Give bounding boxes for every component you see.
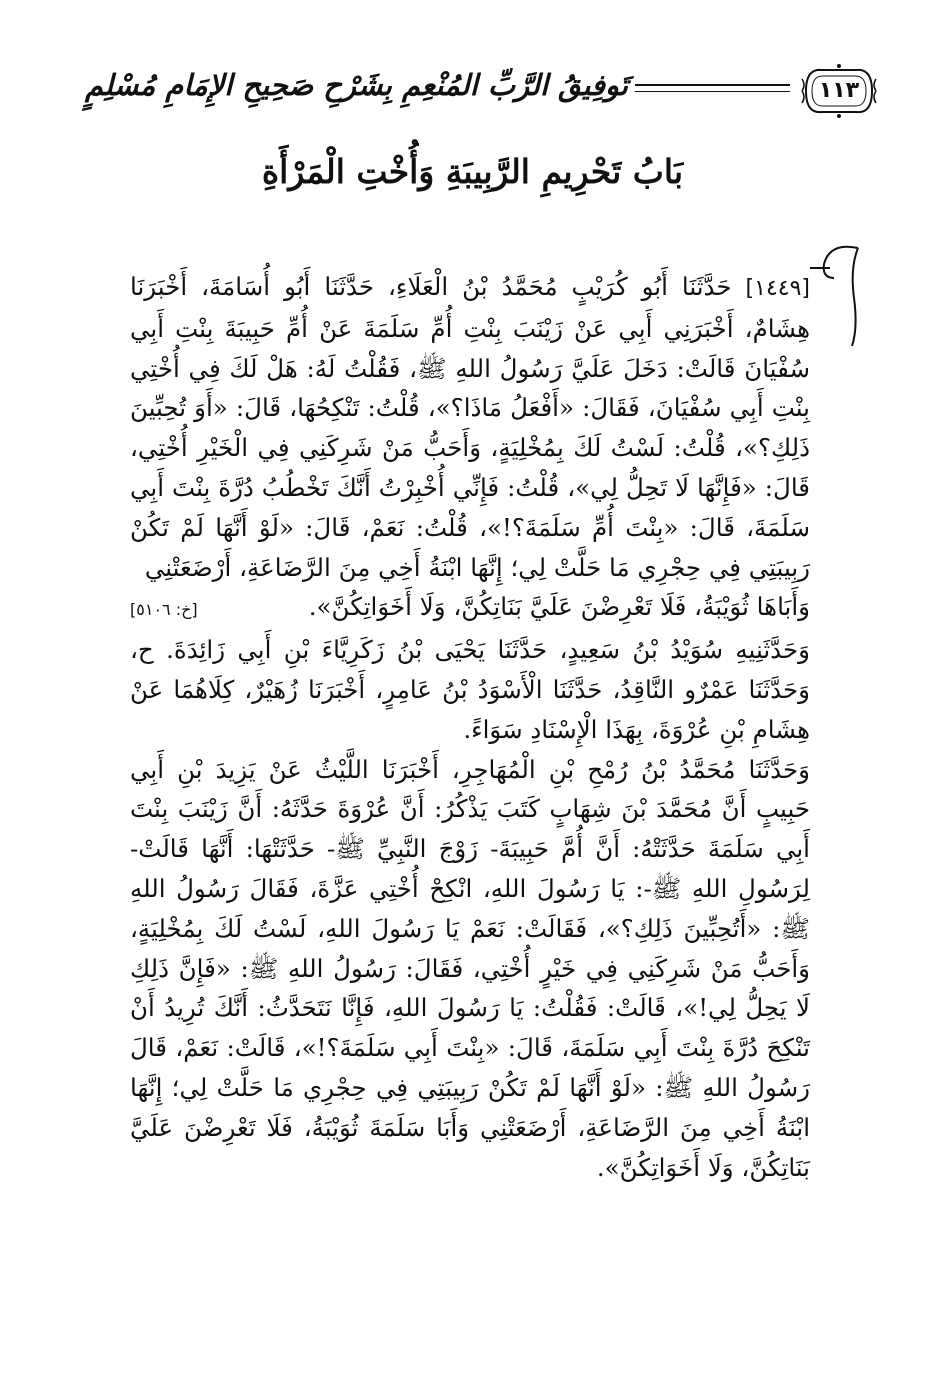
isnad-paragraph: وَحَدَّثَنِيهِ سُوَيْدُ بْنُ سَعِيدٍ، حَدَّثَنَا يَحْيَى بْنُ زَكَرِيَّاءَ بْنِ أَبِي زَائِدَةَ. ح، وَحَدَّثَنَا عَمْرٌو النَّاقِدُ، حَدَّثَنَا الْأَسْوَدُ بْنُ عَامِرٍ، أَخْبَرَنَا زُهَيْرٌ، كِلَاهُمَا عَنْ هِشَامِ بْنِ عُرْوَةَ، بِهَذَا الْإِسْنَادِ سَوَاءً. [130, 635, 810, 744]
corner-curl-icon [800, 238, 870, 348]
running-header [84, 60, 878, 132]
hadith-closing-line [130, 587, 810, 630]
chapter-heading: بَابُ تَحْرِيمِ الرَّبِيبَةِ وَأُخْتِ الْمَرْأَةِ [261, 152, 684, 191]
hadith-number: [١٤٤٩] [745, 276, 810, 301]
header-rule [635, 84, 790, 86]
hadith-closing-text: وَأَبَاهَا ثُوَيْبَةُ، فَلَا تَعْرِضْنَ عَلَيَّ بَنَاتِكُنَّ، وَلَا أَخَوَاتِكُنَّ». [308, 592, 810, 622]
book-title: تَوفِيقُ الرَّبِّ المُنْعِمِ بِشَرْحِ صَحِيحِ الإِمَامِ مُسْلِمٍ [84, 68, 628, 102]
page-number: ١١٣ [818, 78, 860, 103]
hadith-text: حَدَّثَنَا أَبُو كُرَيْبٍ مُحَمَّدُ بْنُ الْعَلَاءِ، حَدَّثَنَا أَبُو أُسَامَةَ، أَخْبَرَنَا هِشَامٌ، أَخْبَرَنِي أَبِي عَنْ زَيْنَبَ بِنْتِ أُمِّ سَلَمَةَ عَنْ أُمِّ حَبِيبَةَ بِنْتِ أَبِي سُفْيَانَ قَالَتْ: دَخَلَ عَلَيَّ رَسُولُ اللهِ ﷺ، فَقُلْتُ لَهُ: هَلْ لَكَ فِي أُخْتِي بِنْتِ أَبِي سُفْيَانَ، فَقَالَ: «أَفْعَلُ مَاذَا؟»، قُلْتُ: تَنْكِحُهَا، قَالَ: «أَوَ تُحِبِّينَ ذَلِكِ؟»، قُلْتُ: لَسْتُ لَكَ بِمُخْلِيَةٍ، وَأَحَبُّ مَنْ شَرِكَنِي فِي الْخَيْرِ أُخْتِي، قَالَ: «فَإِنَّهَا لَا تَحِلُّ لِي»، قُلْتُ: فَإِنِّي أُخْبِرْتُ أَنَّكَ تَخْطُبُ دُرَّةَ بِنْتَ أَبِي سَلَمَةَ، قَالَ: «بِنْتَ أُمِّ سَلَمَةَ؟!»، قُلْتُ: نَعَمْ، قَالَ: «لَوْ أَنَّهَا لَمْ تَكُنْ رَبِيبَتِي فِي حِجْرِي مَا حَلَّتْ لِي؛ إِنَّهَا ابْنَةُ أَخِي مِنَ الرَّضَاعَةِ، أَرْضَعَتْنِي [130, 272, 810, 582]
header-rule-thin [635, 91, 790, 92]
body-text [130, 267, 810, 1187]
hadith-paragraph [130, 267, 810, 587]
bukhari-cross-reference: [خ: ٥١٠٦] [130, 600, 198, 620]
second-narration-paragraph: وَحَدَّثَنَا مُحَمَّدُ بْنُ رُمْحِ بْنِ الْمُهَاجِرِ، أَخْبَرَنَا اللَّيْثُ عَنْ يَزِيدَ بْنِ أَبِي حَبِيبٍ أَنَّ مُحَمَّدَ بْنَ شِهَابٍ كَتَبَ يَذْكُرُ: أَنَّ عُرْوَةَ حَدَّثَهُ: أَنَّ زَيْنَبَ بِنْتَ أَبِي سَلَمَةَ حَدَّثَتْهُ: أَنَّ أُمَّ حَبِيبَةَ- زَوْجَ النَّبِيِّ ﷺ- حَدَّثَتْهَا: أَنَّهَا قَالَتْ- لِرَسُولِ اللهِ ﷺ-: يَا رَسُولَ اللهِ، انْكِحْ أُخْتِي عَزَّةَ، فَقَالَ رَسُولُ اللهِ ﷺ: «أَتُحِبِّينَ ذَلِكِ؟»، فَقَالَتْ: نَعَمْ يَا رَسُولَ اللهِ، لَسْتُ لَكَ بِمُخْلِيَةٍ، وَأَحَبُّ مَنْ شَرِكَنِي فِي خَيْرٍ أُخْتِي، فَقَالَ: رَسُولُ اللهِ ﷺ: «فَإِنَّ ذَلِكِ لَا يَحِلُّ لِي!»، قَالَتْ: فَقُلْتُ: يَا رَسُولَ اللهِ، فَإِنَّا نَتَحَدَّثُ: أَنَّكَ تُرِيدُ أَنْ تَنْكِحَ دُرَّةَ بِنْتَ أَبِي سَلَمَةَ، قَالَ: «بِنْتَ أَبِي سَلَمَةَ؟!»، قَالَتْ: نَعَمْ، قَالَ رَسُولُ اللهِ ﷺ: «لَوْ أَنَّهَا لَمْ تَكُنْ رَبِيبَتِي فِي حِجْرِي مَا حَلَّتْ لِي؛ إِنَّهَا ابْنَةُ أَخِي مِنَ الرَّضَاعَةِ، أَرْضَعَتْنِي وَأَبَا سَلَمَةَ ثُوَيْبَةُ، فَلَا تَعْرِضْنَ عَلَيَّ بَنَاتِكُنَّ، وَلَا أَخَوَاتِكُنَّ». [130, 754, 810, 1182]
page-number-ornament [800, 62, 878, 120]
